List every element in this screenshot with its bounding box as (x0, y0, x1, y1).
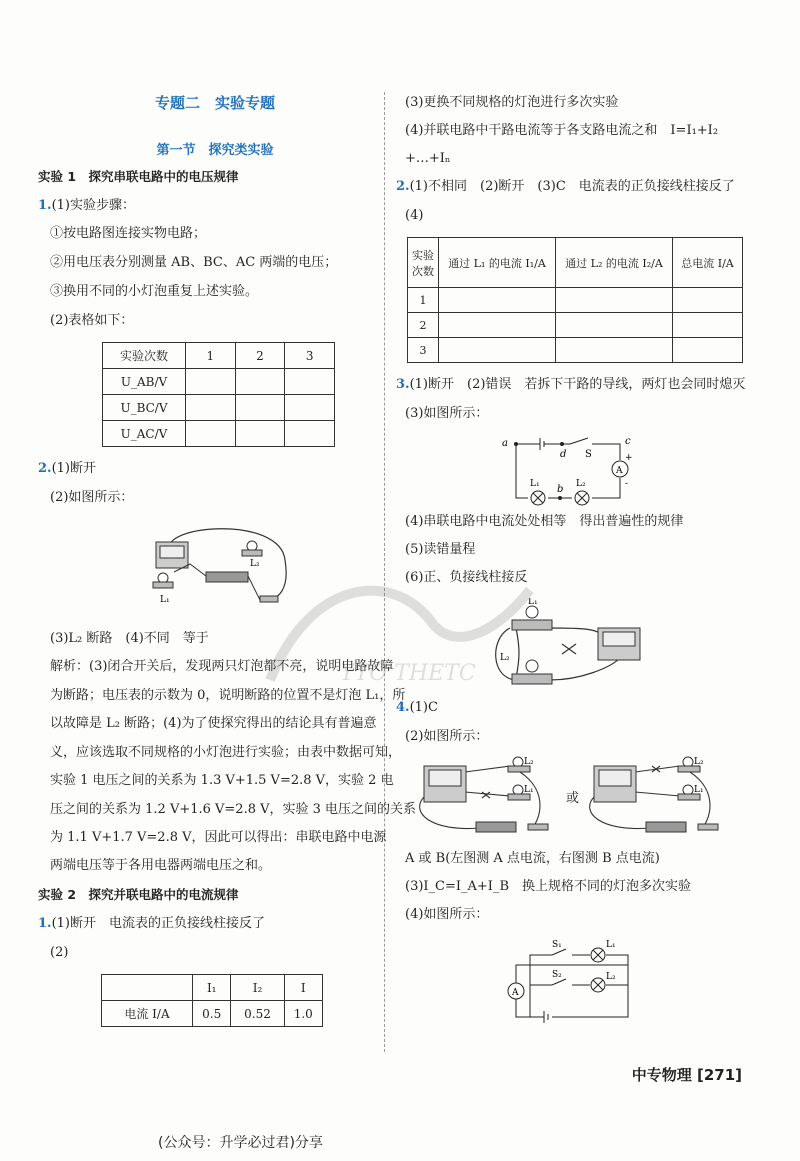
table-row-label: 2 (408, 313, 439, 338)
analysis-line: 实验 1 电压之间的关系为 1.3 V+1.5 V=2.8 V，实验 2 电 (50, 773, 394, 788)
label-l2: L₂ (606, 972, 616, 982)
table-header-cell: 3 (285, 343, 335, 369)
label-l2: L₂ (694, 757, 704, 767)
text-line: ②用电压表分别测量 AB、BC、AC 两端的电压； (50, 255, 338, 270)
parallel-circuit-diagram (500, 935, 650, 1035)
bulb-l2-icon (526, 660, 538, 672)
switch-icon (528, 824, 548, 830)
label-l2: L₂ (576, 479, 586, 489)
table-header-cell: I (284, 975, 322, 1001)
analysis-line: 两端电压等于各用电器两端电压之和。 (50, 858, 272, 873)
text-line: (1)断开 (51, 461, 96, 476)
text-line: A 或 B(左图测 A 点电流，右图测 B 点电流) (405, 851, 660, 866)
text-line: +…+Iₙ (405, 151, 451, 166)
table-header-cell: 1 (186, 343, 236, 369)
battery-icon (206, 572, 248, 582)
text-line: (5)读错量程 (405, 542, 476, 557)
label-l1: L₁ (606, 940, 616, 950)
table-header-cell: I₁ (193, 975, 231, 1001)
text-line: ①按电路图连接实物电路； (50, 226, 207, 241)
page-title: 专题二 实验专题 (154, 94, 275, 112)
experiment-1-title: 实验 1 探究串联电路中的电压规律 (38, 169, 239, 184)
footer-title: 中专物理 [271] (631, 1066, 742, 1084)
physical-circuit-diagram-4 (580, 752, 730, 842)
question-1 (38, 197, 135, 215)
table-header-cell: I₂ (231, 975, 284, 1001)
text-line: (1)C (409, 700, 438, 715)
physical-circuit-diagram-2 (480, 598, 670, 693)
switch-icon (260, 596, 278, 602)
ammeter-label: A (616, 466, 623, 476)
text-line: (3)如图所示： (405, 406, 489, 421)
label-l1: L₁ (528, 598, 538, 607)
label-s: S (585, 449, 592, 460)
text-line: (2) (50, 945, 69, 960)
text-line: (3)更换不同规格的灯泡进行多次实验 (405, 95, 619, 110)
text-line: (4)并联电路中干路电流等于各支路电流之和 I=I₁+I₂ (405, 123, 719, 138)
question-number: 2. (396, 179, 410, 194)
label-l2: L₂ (524, 757, 534, 767)
label-s2: S₂ (552, 970, 562, 980)
question-number: 2. (38, 461, 52, 476)
table-cell: 1.0 (284, 1001, 322, 1027)
question-number: 3. (396, 377, 410, 392)
question-1 (38, 915, 265, 933)
table-row-label: 3 (408, 338, 439, 363)
share-text: (公众号：升学必过君)分享 (158, 1135, 323, 1151)
label-d: d (560, 449, 567, 460)
table-row-label: 1 (408, 288, 439, 313)
label-l1: L₁ (530, 479, 540, 489)
analysis-line: 为 1.1 V+1.7 V=2.8 V，因此可以得出：串联电路中电源 (50, 830, 387, 845)
text-line: (1)不相同 (2)断开 (3)C 电流表的正负接线柱接反了 (409, 179, 735, 194)
text-line: (4)串联电路中电流处处相等 得出普遍性的规律 (405, 514, 684, 529)
text-line: (4) (405, 208, 424, 223)
series-circuit-diagram (500, 432, 640, 512)
label-l2: L₂ (250, 559, 260, 569)
text-line: (2)表格如下： (50, 313, 134, 328)
table-header-cell: 总电流 I/A (673, 238, 743, 288)
parallel-current-table (407, 237, 743, 363)
analysis-line: 以故障是 L₂ 断路；(4)为了使探究得出的结论具有普遍意 (50, 716, 377, 731)
analysis-line: 义，应该选取不同规格的小灯泡进行实验；由表中数据可知， (50, 745, 402, 760)
switch-icon (698, 824, 718, 830)
label-l2: L₂ (500, 653, 510, 663)
text-line: (1)断开 电流表的正负接线柱接反了 (51, 916, 265, 931)
physical-circuit-diagram-1 (130, 520, 310, 620)
text-line: ③换用不同的小灯泡重复上述实验。 (50, 284, 259, 299)
question-4 (396, 699, 438, 717)
table-cell: 0.5 (193, 1001, 231, 1027)
table-header-cell: 2 (235, 343, 285, 369)
text-line: (2)如图所示： (405, 729, 489, 744)
table-row-label: U_AC/V (103, 421, 186, 447)
experiment-2-title: 实验 2 探究并联电路中的电流规律 (38, 887, 239, 902)
ammeter-label: A (512, 988, 519, 998)
physical-circuit-diagram-3 (410, 752, 560, 842)
section-title: 第一节 探究类实验 (156, 143, 274, 158)
current-table (101, 974, 323, 1027)
text-line: (2)如图所示： (50, 490, 134, 505)
text-line: (3)L₂ 断路 (4)不同 等于 (50, 631, 209, 646)
analysis-line: 解析：(3)闭合开关后，发现两只灯泡都不亮，说明电路故障 (50, 659, 394, 674)
table-cell: 0.52 (231, 1001, 284, 1027)
subject-label: 中专物理 (631, 1066, 692, 1084)
table-header-cell: 通过 L₂ 的电流 I₂/A (556, 238, 673, 288)
voltage-table (102, 342, 335, 447)
label-s1: S₁ (552, 940, 562, 950)
minus-label: - (625, 479, 629, 489)
question-2 (396, 178, 735, 196)
table-header-cell: 通过 L₁ 的电流 I₁/A (439, 238, 556, 288)
table-header-cell: 实验次数 (103, 343, 186, 369)
question-number: 1. (38, 916, 52, 931)
battery-icon (476, 822, 516, 832)
table-header-cell: 实验次数 (408, 238, 439, 288)
analysis-line: 为断路；电压表的示数为 0，说明断路的位置不是灯泡 L₁，所 (50, 688, 406, 703)
label-b: b (557, 484, 564, 495)
text-line: (3)I_C=I_A+I_B 换上规格不同的灯泡多次实验 (405, 879, 691, 894)
table-cell: 电流 I/A (102, 1001, 193, 1027)
text-line: (6)正、负接线柱接反 (405, 570, 528, 585)
label-c: c (625, 436, 631, 447)
bulb-l1-icon (526, 606, 538, 618)
label-l1: L₁ (524, 785, 534, 795)
plus-label: + (625, 453, 633, 463)
question-number: 4. (396, 700, 410, 715)
analysis-line: 压之间的关系为 1.2 V+1.6 V=2.8 V，实验 3 电压之间的关系 (50, 802, 417, 817)
table-row-label: U_AB/V (103, 369, 186, 395)
label-l1: L₁ (694, 785, 704, 795)
label-l1: L₁ (160, 595, 170, 605)
column-divider (384, 92, 385, 1052)
question-number: 1. (38, 198, 52, 213)
page-number: 271 (703, 1066, 736, 1084)
question-3 (396, 376, 745, 394)
text-line: (1)断开 (2)错误 若拆下干路的导线，两灯也会同时熄灭 (409, 377, 746, 392)
question-2 (38, 460, 96, 478)
battery-icon (646, 822, 686, 832)
watermark-text: YTO THETC (340, 661, 476, 686)
table-header-cell (102, 975, 193, 1001)
label-a: a (502, 438, 508, 449)
text-line: (4)如图所示： (405, 907, 489, 922)
or-text: 或 (566, 791, 580, 806)
text-line: (1)实验步骤： (51, 198, 135, 213)
table-row-label: U_BC/V (103, 395, 186, 421)
